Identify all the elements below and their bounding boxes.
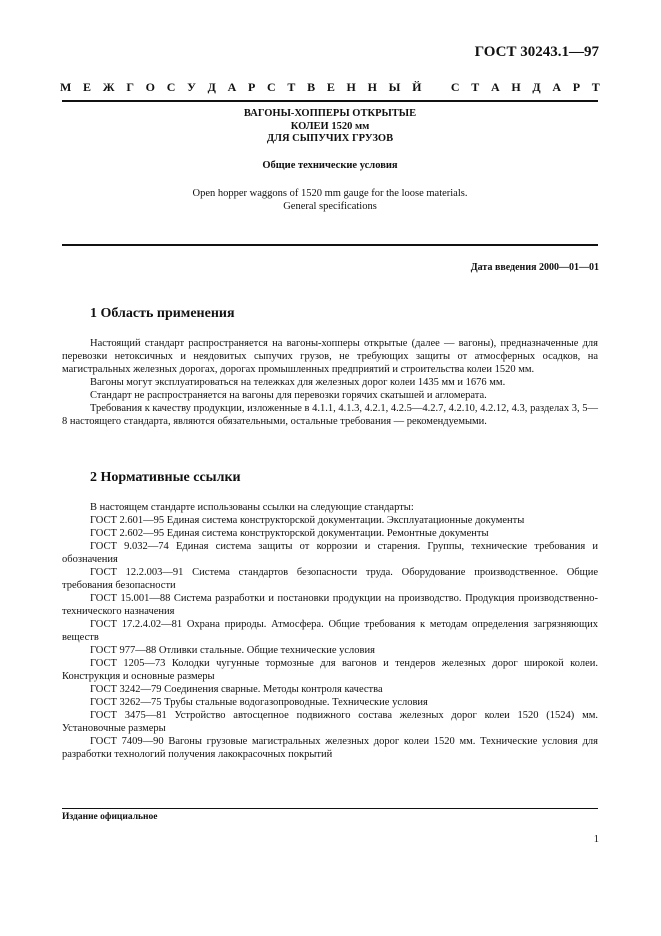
interstate-standard-banner: [60, 80, 600, 95]
banner-letter: В: [307, 80, 316, 94]
mid-rule: [62, 244, 598, 246]
reference-item: ГОСТ 17.2.4.02—81 Охрана природы. Атмосфера. Общие требования к методам определения загрязняющих веществ: [62, 619, 598, 643]
title-russian: [62, 108, 598, 146]
banner-letter: А: [552, 80, 562, 94]
reference-item: ГОСТ 12.2.003—91 Система стандартов безопасности труда. Оборудование производственное. Общие требования безопасности: [62, 567, 598, 591]
paragraph: Настоящий стандарт распространяется на вагоны-хопперы открытые (далее — вагоны), предназначенные для перевозки нетоксичных и неядовитых сыпучих грузов, не требующих защиты от атмосферных осадков, на магистральных железных дорогах, дорогах промышленных предприятий и строительства колеи 1520 мм.: [62, 338, 598, 375]
section-body-scope: [62, 337, 598, 428]
banner-letter: Е: [326, 80, 335, 94]
paragraph: Требования к качеству продукции, изложенные в 4.1.1, 4.1.3, 4.2.1, 4.2.5—4.2.7, 4.2.10, 4.2.12, 4.3, разделах 3, 5—8 настоящего стандарта, являются обязательными, остальные требования — рекомендуемыми.: [62, 403, 598, 427]
footer-rule: [62, 808, 598, 809]
banner-letter: С: [166, 80, 176, 94]
reference-item: ГОСТ 2.602—95 Единая система конструкторской документации. Ремонтные документы: [90, 528, 489, 539]
page-number: 1: [593, 834, 599, 845]
reference-item: ГОСТ 2.601—95 Единая система конструкторской документации. Эксплуатационные документы: [90, 515, 525, 526]
document-code: ГОСТ 30243.1—97: [474, 44, 599, 60]
title-en-line: General specifications: [283, 200, 377, 212]
banner-letter: С: [450, 80, 460, 94]
banner-letter: Ж: [102, 80, 115, 94]
banner-letter: Т: [471, 80, 480, 94]
banner-letter: М: [60, 80, 72, 94]
reference-item: ГОСТ 9.032—74 Единая система защиты от коррозии и старения. Группы, технические требования и обозначения: [62, 541, 598, 565]
banner-letter: Н: [367, 80, 377, 94]
banner-letter: Д: [532, 80, 541, 94]
banner-letter: Р: [572, 80, 581, 94]
title-english: [62, 187, 598, 213]
banner-letter: Т: [287, 80, 296, 94]
title-block: [62, 108, 598, 213]
banner-letter: О: [145, 80, 156, 94]
banner-letter: А: [227, 80, 237, 94]
reference-item: ГОСТ 1205—73 Колодки чугунные тормозные для вагонов и тендеров железных дорог широкой колеи. Конструкция и основные размеры: [62, 658, 598, 682]
title-line: КОЛЕИ 1520 мм: [290, 120, 370, 132]
section-body-references: [62, 501, 598, 761]
reference-item: ГОСТ 3475—81 Устройство автосцепное подвижного состава железных дорог колеи 1520 (1524) мм. Установочные размеры: [62, 710, 598, 734]
reference-item: ГОСТ 15.001—88 Система разработки и постановки продукции на производство. Продукция производственно-технического назначения: [62, 593, 598, 617]
banner-letter: Г: [126, 80, 134, 94]
title-en-line: Open hopper waggons of 1520 mm gauge for the loose materials.: [192, 187, 468, 199]
title-line: ДЛЯ СЫПУЧИХ ГРУЗОВ: [266, 133, 394, 144]
paragraph: Вагоны могут эксплуатироваться на тележках для железных дорог колеи 1435 мм и 1676 мм.: [90, 377, 506, 388]
banner-letter: У: [187, 80, 196, 94]
reference-item: ГОСТ 7409—90 Вагоны грузовые магистральных железных дорог колеи 1520 мм. Технические условия для разработки технологий получения лакокрасочных покрытий: [62, 736, 598, 760]
section-heading-references: 2 Нормативные ссылки: [90, 470, 241, 485]
banner-letter: А: [490, 80, 500, 94]
reference-item: ГОСТ 977—88 Отливки стальные. Общие технические условия: [90, 645, 375, 656]
reference-item: ГОСТ 3242—79 Соединения сварные. Методы контроля качества: [90, 684, 383, 695]
banner-letter: Е: [83, 80, 92, 94]
banner-letter: Н: [511, 80, 521, 94]
section-heading-scope: 1 Область применения: [90, 306, 235, 321]
edition-label: Издание официальное: [62, 812, 158, 822]
banner-letter: Д: [207, 80, 216, 94]
banner-word-gap: [433, 80, 439, 95]
paragraph: В настоящем стандарте использованы ссылки на следующие стандарты:: [90, 502, 414, 513]
top-rule: [62, 100, 598, 102]
title-line: ВАГОНЫ-ХОППЕРЫ ОТКРЫТЫЕ: [243, 108, 417, 119]
subtitle-russian: Общие технические условия: [262, 159, 398, 171]
date-introduced: Дата введения 2000—01—01: [470, 262, 599, 273]
paragraph: Стандарт не распространяется на вагоны для перевозки горячих скатышей и агломерата.: [90, 390, 487, 401]
banner-letter: Н: [346, 80, 356, 94]
banner-letter: Т: [591, 80, 600, 94]
banner-letter: С: [267, 80, 276, 94]
banner-letter: Й: [412, 80, 422, 94]
banner-letter: Р: [247, 80, 256, 94]
banner-letter: Ы: [388, 80, 401, 94]
reference-item: ГОСТ 3262—75 Трубы стальные водогазопроводные. Технические условия: [90, 697, 428, 708]
